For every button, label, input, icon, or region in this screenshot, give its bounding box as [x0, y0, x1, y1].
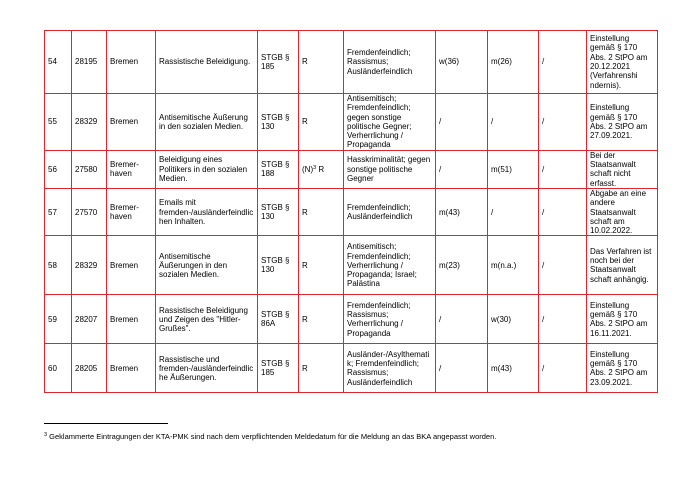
topic-fields: Hasskriminalität; gegen sonstige politische Gegner: [344, 150, 436, 188]
city: Bremer-haven: [107, 188, 156, 235]
category-code: R: [299, 344, 344, 393]
case-status: Einstellung gemäß § 170 Abs. 2 StPO am 27.09.2021.: [587, 94, 658, 151]
city: Bremen: [107, 94, 156, 151]
topic-fields: Ausländer-/Asylthematik; Fremdenfeindlich; Rassismus; Ausländerfeindlich: [344, 344, 436, 393]
city: Bremer-haven: [107, 150, 156, 188]
footnote-text: Geklammerte Eintragungen der KTA-PMK sind nach dem verpflichtenden Meldedatum für die Meldung an das BKA angepasst worden.: [47, 432, 497, 441]
topic-fields: Fremdenfeindlich; Ausländerfeindlich: [344, 188, 436, 235]
case-number: 54: [45, 31, 72, 94]
suspect-c: /: [539, 188, 587, 235]
footnote-separator: [44, 423, 168, 424]
statute: STGB § 130: [258, 236, 299, 295]
postal-code: 28329: [72, 236, 107, 295]
suspect-c: /: [539, 236, 587, 295]
suspect-c: /: [539, 295, 587, 344]
footnote-marker: 3: [44, 432, 48, 438]
postal-code: 28329: [72, 94, 107, 151]
table-row: [45, 150, 658, 188]
city: Bremen: [107, 31, 156, 94]
suspect-a: w(36): [436, 31, 488, 94]
offense-description: Antisemitische Äußerung in den sozialen Medien.: [156, 94, 258, 151]
city: Bremen: [107, 295, 156, 344]
suspect-c: /: [539, 31, 587, 94]
case-status: Bei der Staatsanwalt schaft nicht erfasst.: [587, 150, 658, 188]
suspect-b: /: [488, 94, 539, 151]
category-code: R: [299, 31, 344, 94]
suspect-b: w(30): [488, 295, 539, 344]
offense-description: Rassistische Beleidigung.: [156, 31, 258, 94]
topic-fields: Fremdenfeindlich; Rassismus; Ausländerfeindlich: [344, 31, 436, 94]
case-status: Einstellung gemäß § 170 Abs. 2 StPO am 16.11.2021.: [587, 295, 658, 344]
city: Bremen: [107, 344, 156, 393]
footnote-reference: 3: [313, 165, 317, 172]
postal-code: 28205: [72, 344, 107, 393]
statute: STGB § 185: [258, 31, 299, 94]
suspect-a: /: [436, 150, 488, 188]
suspect-b: m(43): [488, 344, 539, 393]
category-code-suffix: R: [316, 165, 325, 175]
offense-description: Rassistische und fremden-/ausländerfeindliche Äußerungen.: [156, 344, 258, 393]
case-number: 55: [45, 94, 72, 151]
suspect-a: /: [436, 295, 488, 344]
offense-description: Emails mit fremden-/ausländerfeindlichen Inhalten.: [156, 188, 258, 235]
suspect-c: /: [539, 150, 587, 188]
table-row: [45, 31, 658, 94]
offense-description: Antisemitische Äußerungen in den sozialen Medien.: [156, 236, 258, 295]
suspect-c: /: [539, 94, 587, 151]
suspect-b: m(n.a.): [488, 236, 539, 295]
suspect-b: m(26): [488, 31, 539, 94]
case-status: Einstellung gemäß § 170 Abs. 2 StPO am 23.09.2021.: [587, 344, 658, 393]
topic-fields: Antisemitisch; Fremdenfeindlich; gegen sonstige politische Gegner; Verherrlichung / Propaganda: [344, 94, 436, 151]
statute: STGB § 185: [258, 344, 299, 393]
case-status: Das Verfahren ist noch bei der Staatsanwalt schaft anhängig.: [587, 236, 658, 295]
statute: STGB § 130: [258, 188, 299, 235]
table-row: [45, 94, 658, 151]
postal-code: 28207: [72, 295, 107, 344]
topic-fields: Antisemitisch; Fremdenfeindlich; Verherrlichung / Propaganda; Israel; Palästina: [344, 236, 436, 295]
cases-table: [44, 30, 658, 393]
suspect-b: m(51): [488, 150, 539, 188]
category-code: [299, 150, 344, 188]
case-number: 60: [45, 344, 72, 393]
suspect-a: /: [436, 94, 488, 151]
category-code: R: [299, 94, 344, 151]
statute: STGB § 188: [258, 150, 299, 188]
offense-description: Beleidigung eines Politikers in den sozialen Medien.: [156, 150, 258, 188]
case-status: Einstellung gemäß § 170 Abs. 2 StPO am 20.12.2021 (Verfahrenshi ndernis).: [587, 31, 658, 94]
table-row: [45, 236, 658, 295]
case-number: 56: [45, 150, 72, 188]
city: Bremen: [107, 236, 156, 295]
statute: STGB § 130: [258, 94, 299, 151]
category-code: R: [299, 188, 344, 235]
suspect-a: m(43): [436, 188, 488, 235]
table-row: [45, 344, 658, 393]
case-number: 59: [45, 295, 72, 344]
case-status: Abgabe an eine andere Staatsanwalt schaft am 10.02.2022.: [587, 188, 658, 235]
case-number: 58: [45, 236, 72, 295]
case-number: 57: [45, 188, 72, 235]
topic-fields: Fremdenfeindlich; Rassismus; Verherrlichung / Propaganda: [344, 295, 436, 344]
category-code: R: [299, 236, 344, 295]
suspect-a: /: [436, 344, 488, 393]
suspect-a: m(23): [436, 236, 488, 295]
postal-code: 27570: [72, 188, 107, 235]
table-row: [45, 188, 658, 235]
postal-code: 27580: [72, 150, 107, 188]
category-code-text: (N): [302, 165, 314, 175]
suspect-b: /: [488, 188, 539, 235]
table-row: [45, 295, 658, 344]
statute: STGB § 86A: [258, 295, 299, 344]
category-code: R: [299, 295, 344, 344]
suspect-c: /: [539, 344, 587, 393]
offense-description: Rassistische Beleidigung und Zeigen des "Hitler-Grußes".: [156, 295, 258, 344]
postal-code: 28195: [72, 31, 107, 94]
footnote: [44, 430, 664, 442]
